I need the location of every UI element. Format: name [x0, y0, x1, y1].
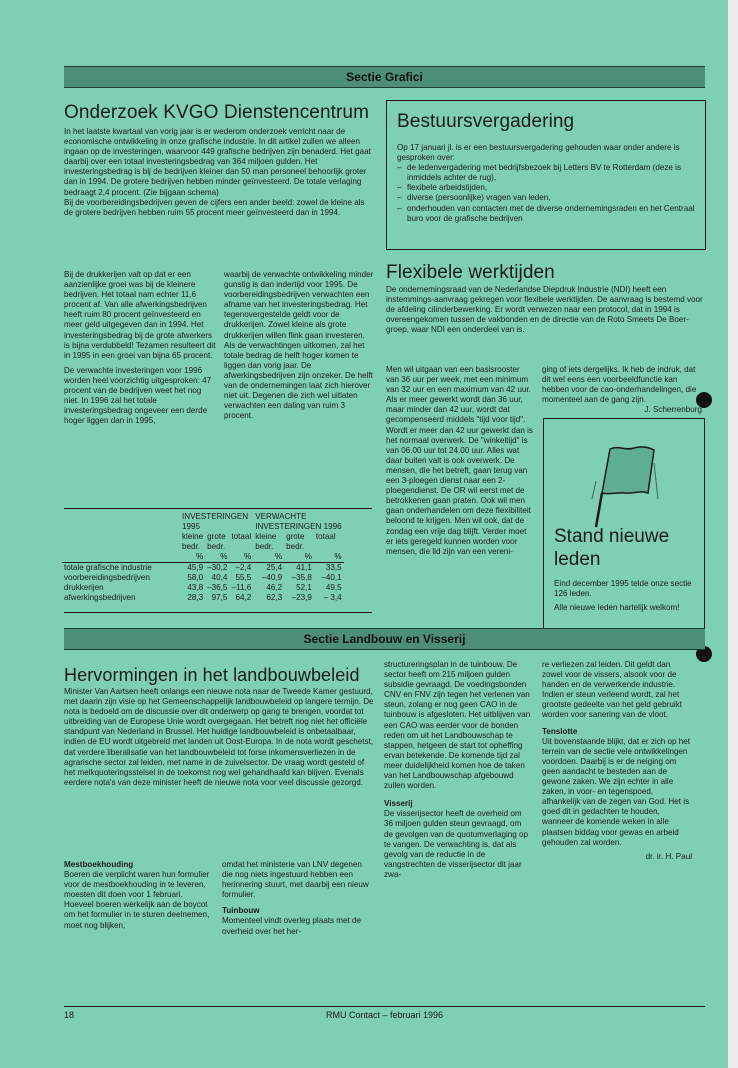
footer-rule [64, 1006, 705, 1007]
head-cell: bedr. [182, 542, 201, 551]
kvgo-intro [64, 127, 374, 218]
stand-box [543, 418, 705, 632]
head-cell [229, 542, 253, 552]
head-cell: bedr. [255, 542, 274, 551]
cell: 40,4 [211, 573, 228, 582]
head-cell: totaal [315, 532, 336, 541]
head-cell: % [274, 552, 283, 561]
investment-table-grid [62, 512, 344, 603]
head-cell: kleine [255, 532, 277, 541]
head-cell: bedr. [286, 542, 305, 551]
kvgo-intro-p2: Bij de voorbereidingsbedrijven geven de cijfers een ander beeld: zowel de kleine als de grotere bedrijven hebben ruim 55 procent meer geïnvesteerd dan in 1994. [64, 197, 365, 217]
head-cell: % [220, 552, 228, 561]
tens-text: Uit bovenstaande blijkt, dat er zich op het terrein van de sectie vele ontwikkelingen voordoen. Daarbij is er de neiging om geen aandacht te besteden aan de gewone zaken. We zijn echter in alle zaken, in voor- en tegenspoed, afhankelijk van de zegen van God. Het is goed dit in gedachten te houden, wanneer de komende weken in alle plaatsen biddag voor gewas en arbeid gehouden zal worden. [542, 736, 691, 847]
cell: 41,1 [296, 563, 312, 572]
kvgo-col1-p1: Bij de drukkerijen valt op dat er een aanzienlijke groei was bij de kleinere bedrijven. Het totaal nam echter 11,6 procent af. Van alle afwerkingsbedrijven heeft ruim 80 procent geïnvesteerd en meer geld uitgegeven dan in 1994. Het investeringsbedrag bij de grote afwerkers is bijna verdubbeld! Tezamen resulteert dit in 1995 in een groei van bijna 65 procent. [64, 270, 216, 360]
section-bar-grafici: Sectie Grafici [64, 66, 705, 88]
kvgo-intro-p1: In het laatste kwartaal van vorig jaar is er wederom onderzoek verricht naar de economische ontwikkeling in onze grafische industrie. In dit artikel zullen we alleen ingaan op de investeringen, waarvoor 449 grafische bedrijven zijn benaderd. Het gaat daarbij over een totaal investeringsbedrag van 364 miljoen gulden. Het investeringsbedrag is bij de bedrijven kleiner dan 50 man personeel behoorlijk groter dan in 1994. De grotere bedrijven hebben minder geïnvesteerd. De totale verlaging bedraagt 2,4 procent. (Zie bijgaan schema) [64, 127, 371, 197]
table-head-row-2 [62, 522, 344, 532]
herv-intro: Minister Van Aartsen heeft onlangs een nieuwe nota naar de Tweede Kamer gestuurd, met daarin zijn visie op het Gemeenschappelijk landbouwbeleid op langere termijn. De nota is bedoeld om de discussie over dit onderwerp op gang te brengen, voordat tot uitbreiding van de Europese Unie wordt overgegaan. Het betreft nog niet het officiële standpunt van Nederland in Brussel. Het huidige landbouwbeleid is onbetaalbaar, indien de EU wordt uitgebreid met landen uit Oost-Europa. In de nota wordt geschetst, dat verdere liberalisatie van het landbouwbeleid tot forse inkomensverliezen in de agrarische sector zal leiden, met name in de zuivelsector. De vraag wordt gesteld of het melkquoteringsstelsel in de toekomst nog wel gehandhaafd kan blijven. Evenals eerdere nota's van deze minister heeft de nieuwe nota voor veel discussie gezorgd. [64, 687, 374, 787]
cell: 97,5 [211, 593, 228, 602]
cell: –23,9 [291, 593, 312, 602]
row-label: afwerkingsbedrijven [64, 593, 136, 602]
subhead-tenslotte: Tenslotte [542, 726, 578, 736]
head-cell: totaal [231, 532, 252, 541]
tuin-text: Momenteel vindt overleg plaats met de overheid over het her- [222, 916, 362, 936]
page-edge [728, 0, 738, 1068]
cell: 43,8 [187, 583, 204, 592]
col3-text: structureringsplan in de tuinbouw. De sector heeft om 215 miljoen gulden subsidie gevraagd. De voedingsbonden CNV en FNV zijn tegen het verlenen van steun, zolang er nog geen CAO in de tuinbouw is afgesloten. Het uitblijven van een CAO was eerder voor de bonden reden om uit het Landbouwschap te stappen, hetgeen de start tot opheffing ervan betekende. De komende tijd zal meer duidelijkheid komen hoe de taken van het Landbouwschap afgebouwd zullen worden. [384, 660, 531, 791]
row-label: totale grafische industrie [64, 563, 152, 572]
head-cell: % [244, 552, 252, 561]
stand-p2: Alle nieuwe leden hartelijk welkom! [554, 603, 680, 613]
list-item: – onderhouden van contacten met de diverse ondernemingsraden en het Centraal buro voor de grafische bedrijven [397, 204, 697, 224]
row-label: drukkerijen [64, 583, 104, 592]
page-number: 18 [64, 1010, 75, 1020]
subhead-tuinbouw: Tuinbouw [222, 906, 260, 916]
row-label: voorbereidingsbedrijven [64, 573, 150, 582]
mest-text: Boeren die verplicht waren hun formulier voor de mestboekhouding in te leveren, moesten dit doen voor 1 februari. Hoeveel boeren werkelijk aan de boycot om het formulier in te sturen deelnemen, moet nog blijken, [64, 870, 210, 930]
cell: 28,3 [187, 593, 204, 602]
subhead-mest: Mestboekhouding [64, 860, 134, 869]
table-head-row-1 [62, 512, 344, 522]
cell: –40,1 [321, 573, 342, 582]
cell: 55,5 [235, 573, 252, 582]
kvgo-column-2 [224, 270, 374, 426]
cell: 64,2 [235, 593, 252, 602]
kvgo-col2-p1: waarbij de verwachte ontwikkeling minder gunstig is dan indertijd voor 1995. De voorbereidingsbedrijven verwachten een afname van het investeringsbedrag. Het tegenovergestelde geldt voor de drukkerijen. Zowel kleine als grote drukkerijen willen flink gaan investeren. Als de verwachtingen uitkomen, zal het totale bedrag de helft hoger komen te liggen dan vorig jaar. De afwerkingsbedrijven zijn onzeker. De helft van de ondernemingen laat zich hierover niet uit. Degenen die zich wel uitlaten verwachten een daling van ruim 3 procent. [224, 270, 374, 421]
cell: 45,9 [187, 563, 204, 572]
cell: –40,9 [261, 573, 283, 582]
flex-intro: De ondernemingsraad van de Nederlandse Diepdruk Industrie (NDI) heeft een instemmings-aanvraag gekregen voor flexibele werktijden. De aanvraag is bestemd voor de afdeling cilinderbewerking. Er wordt verwezen naar een protocol, dat in 1994 is overeengekomen tussen de vakbonden en de directie van de Roto Smeets De Boer-groep, waar NDI een onderdeel van is. [386, 285, 703, 335]
table-head-row-3 [62, 532, 344, 542]
kvgo-col1-p2: De verwachte investeringen voor 1996 worden heel voorzichtig uitgesproken: 47 procent van de bedrijven weet het nog niet. In 1996 zal het totale investeringsbedrag ongeveer een derde hoger liggen dan in 1995, [64, 365, 212, 426]
herv-column-4 [542, 660, 692, 862]
head-cell: grote [207, 532, 226, 541]
bestuur-intro: Op 17 januari jl. is er een bestuursvergadering gehouden waar onder andere is gesproken over: [397, 143, 680, 163]
head-cell: grote [286, 532, 305, 541]
table-row [62, 593, 344, 603]
subhead-visserij: Visserij [384, 799, 413, 809]
flex-author: J. Scherrenburg [644, 405, 702, 415]
stand-p1: Eind december 1995 telde onze sectie 126 leden. [554, 579, 692, 599]
table-head-row-4 [62, 542, 344, 552]
kvgo-column-1 [64, 270, 216, 431]
bestuur-box [386, 100, 706, 250]
head-verwachte: VERWACHTE [255, 512, 307, 521]
herv-headline: Hervormingen in het landbouwbeleid [64, 665, 360, 685]
head-cell: kleine [182, 532, 204, 541]
head-cell: % [334, 552, 342, 561]
section-bar-landbouw: Sectie Landbouw en Visserij [64, 628, 705, 650]
table-top-rule [64, 508, 372, 509]
list-item: – flexibele arbeidstijden, [397, 183, 697, 193]
col4-text: re verliezen zal leiden. Dit geldt dan zowel voor de vissers, alsook voor de handen en de verwerkende industrie. Indien er steun verleend wordt, zal het grootste gedeelte van het geld gebruikt worden voor sanering van de vloot. [542, 660, 682, 720]
table-row [62, 563, 344, 574]
herv-author: dr. ir. H. Paul [645, 851, 692, 861]
cell: –2,4 [235, 563, 252, 572]
investment-table [62, 512, 374, 603]
table-head-row-5 [62, 552, 344, 563]
cell: 33,5 [325, 563, 342, 572]
cell: 52,1 [296, 583, 312, 592]
cell: –35,8 [291, 573, 312, 582]
bestuur-headline: Bestuursvergadering [397, 111, 575, 132]
cell: – 3,4 [323, 593, 342, 602]
cell: –36,5 [207, 583, 228, 592]
head-cell: % [304, 552, 312, 561]
kvgo-headline: Onderzoek KVGO Dienstencentrum [64, 102, 370, 123]
flex-column-1: Men wil uitgaan van een basisrooster van 36 uur per week, met een minimum van 32 uur en een maximum van 42 uur. Als er meer gewerkt wordt dan 36 uur, maar minder dan 42 uur, wordt dat gecompenseerd middels "tijd voor tijd". Wordt er meer dan 42 uur gewerkt dan is het normaal overwerk. De "winkeltijd" is van 06.00 uur tot 24.00 uur. Alles wat daar buiten valt is ook overwerk. De mensen, die het betreft, gaan terug van een 3-ploegen dienst naar een 2-ploegendienst. De OR wil eerst met de betrokkenen gaan praten. Ook wil men gaan onderhandelen om deze flexibiliteit beloond te krijgen. Men wil ook, dat de zondag een vrije dag blijft. Verder moet er iets geregeld kunnen worden voor mensen, die lid zijn van een vereni- [386, 365, 533, 556]
stand-headline: Stand nieuwe leden [554, 526, 670, 570]
herv-column-3 [384, 660, 532, 880]
vis-text: De visserijsector heeft de overheid om 36 miljoen gulden steun gevraagd, om de gevolgen van de quotumverlaging op te vangen. De verwachting is, dat als gevolg van de reductie in de vangstrechten de visserijsector dit jaar zwa- [384, 809, 528, 879]
cell: 62,3 [266, 593, 283, 602]
cell: 49,5 [325, 583, 342, 592]
list-item: – diverse (persoonlijke) vragen van leden, [397, 193, 697, 203]
head-cell [314, 542, 344, 552]
cell: 58,0 [187, 573, 204, 582]
head-1995: 1995 [182, 522, 201, 531]
cell: 46,2 [266, 583, 283, 592]
cell: –11,6 [231, 583, 252, 592]
flag-icon [588, 441, 668, 531]
bestuur-list [397, 163, 697, 224]
head-1996: INVESTERINGEN 1996 [255, 522, 342, 531]
flex-col2-text: ging of iets dergelijks. Ik heb de indruk, dat dit wel eens een voorbeeldfunctie kan hebben voor de cao-onderhandelingen, die momenteel aan de gang zijn. [542, 365, 697, 405]
flex-headline: Flexibele werktijden [386, 262, 555, 283]
head-investeringen: INVESTERINGEN [182, 512, 249, 521]
head-cell: bedr. [207, 542, 226, 551]
head-cell: % [195, 552, 204, 561]
table-bottom-rule [64, 612, 372, 613]
cell: –30,2 [207, 563, 228, 572]
mest-text-2: omdat het ministerie van LNV degenen die nog niets ingestuurd hebben een herinnering stuurt, met daarbij een nieuw formulier. [222, 860, 369, 900]
list-item: – de ledenvergadering met bedrijfsbezoek bij Letters BV te Rotterdam (deze is inmiddels achter de rug), [397, 163, 697, 183]
table-row [62, 583, 344, 593]
herv-column-2 [222, 860, 374, 937]
cell: 25,4 [266, 563, 283, 572]
table-row [62, 573, 344, 583]
herv-column-1 [64, 860, 214, 931]
publication-line: RMU Contact – februari 1996 [325, 1010, 444, 1020]
flex-column-2 [542, 365, 702, 415]
